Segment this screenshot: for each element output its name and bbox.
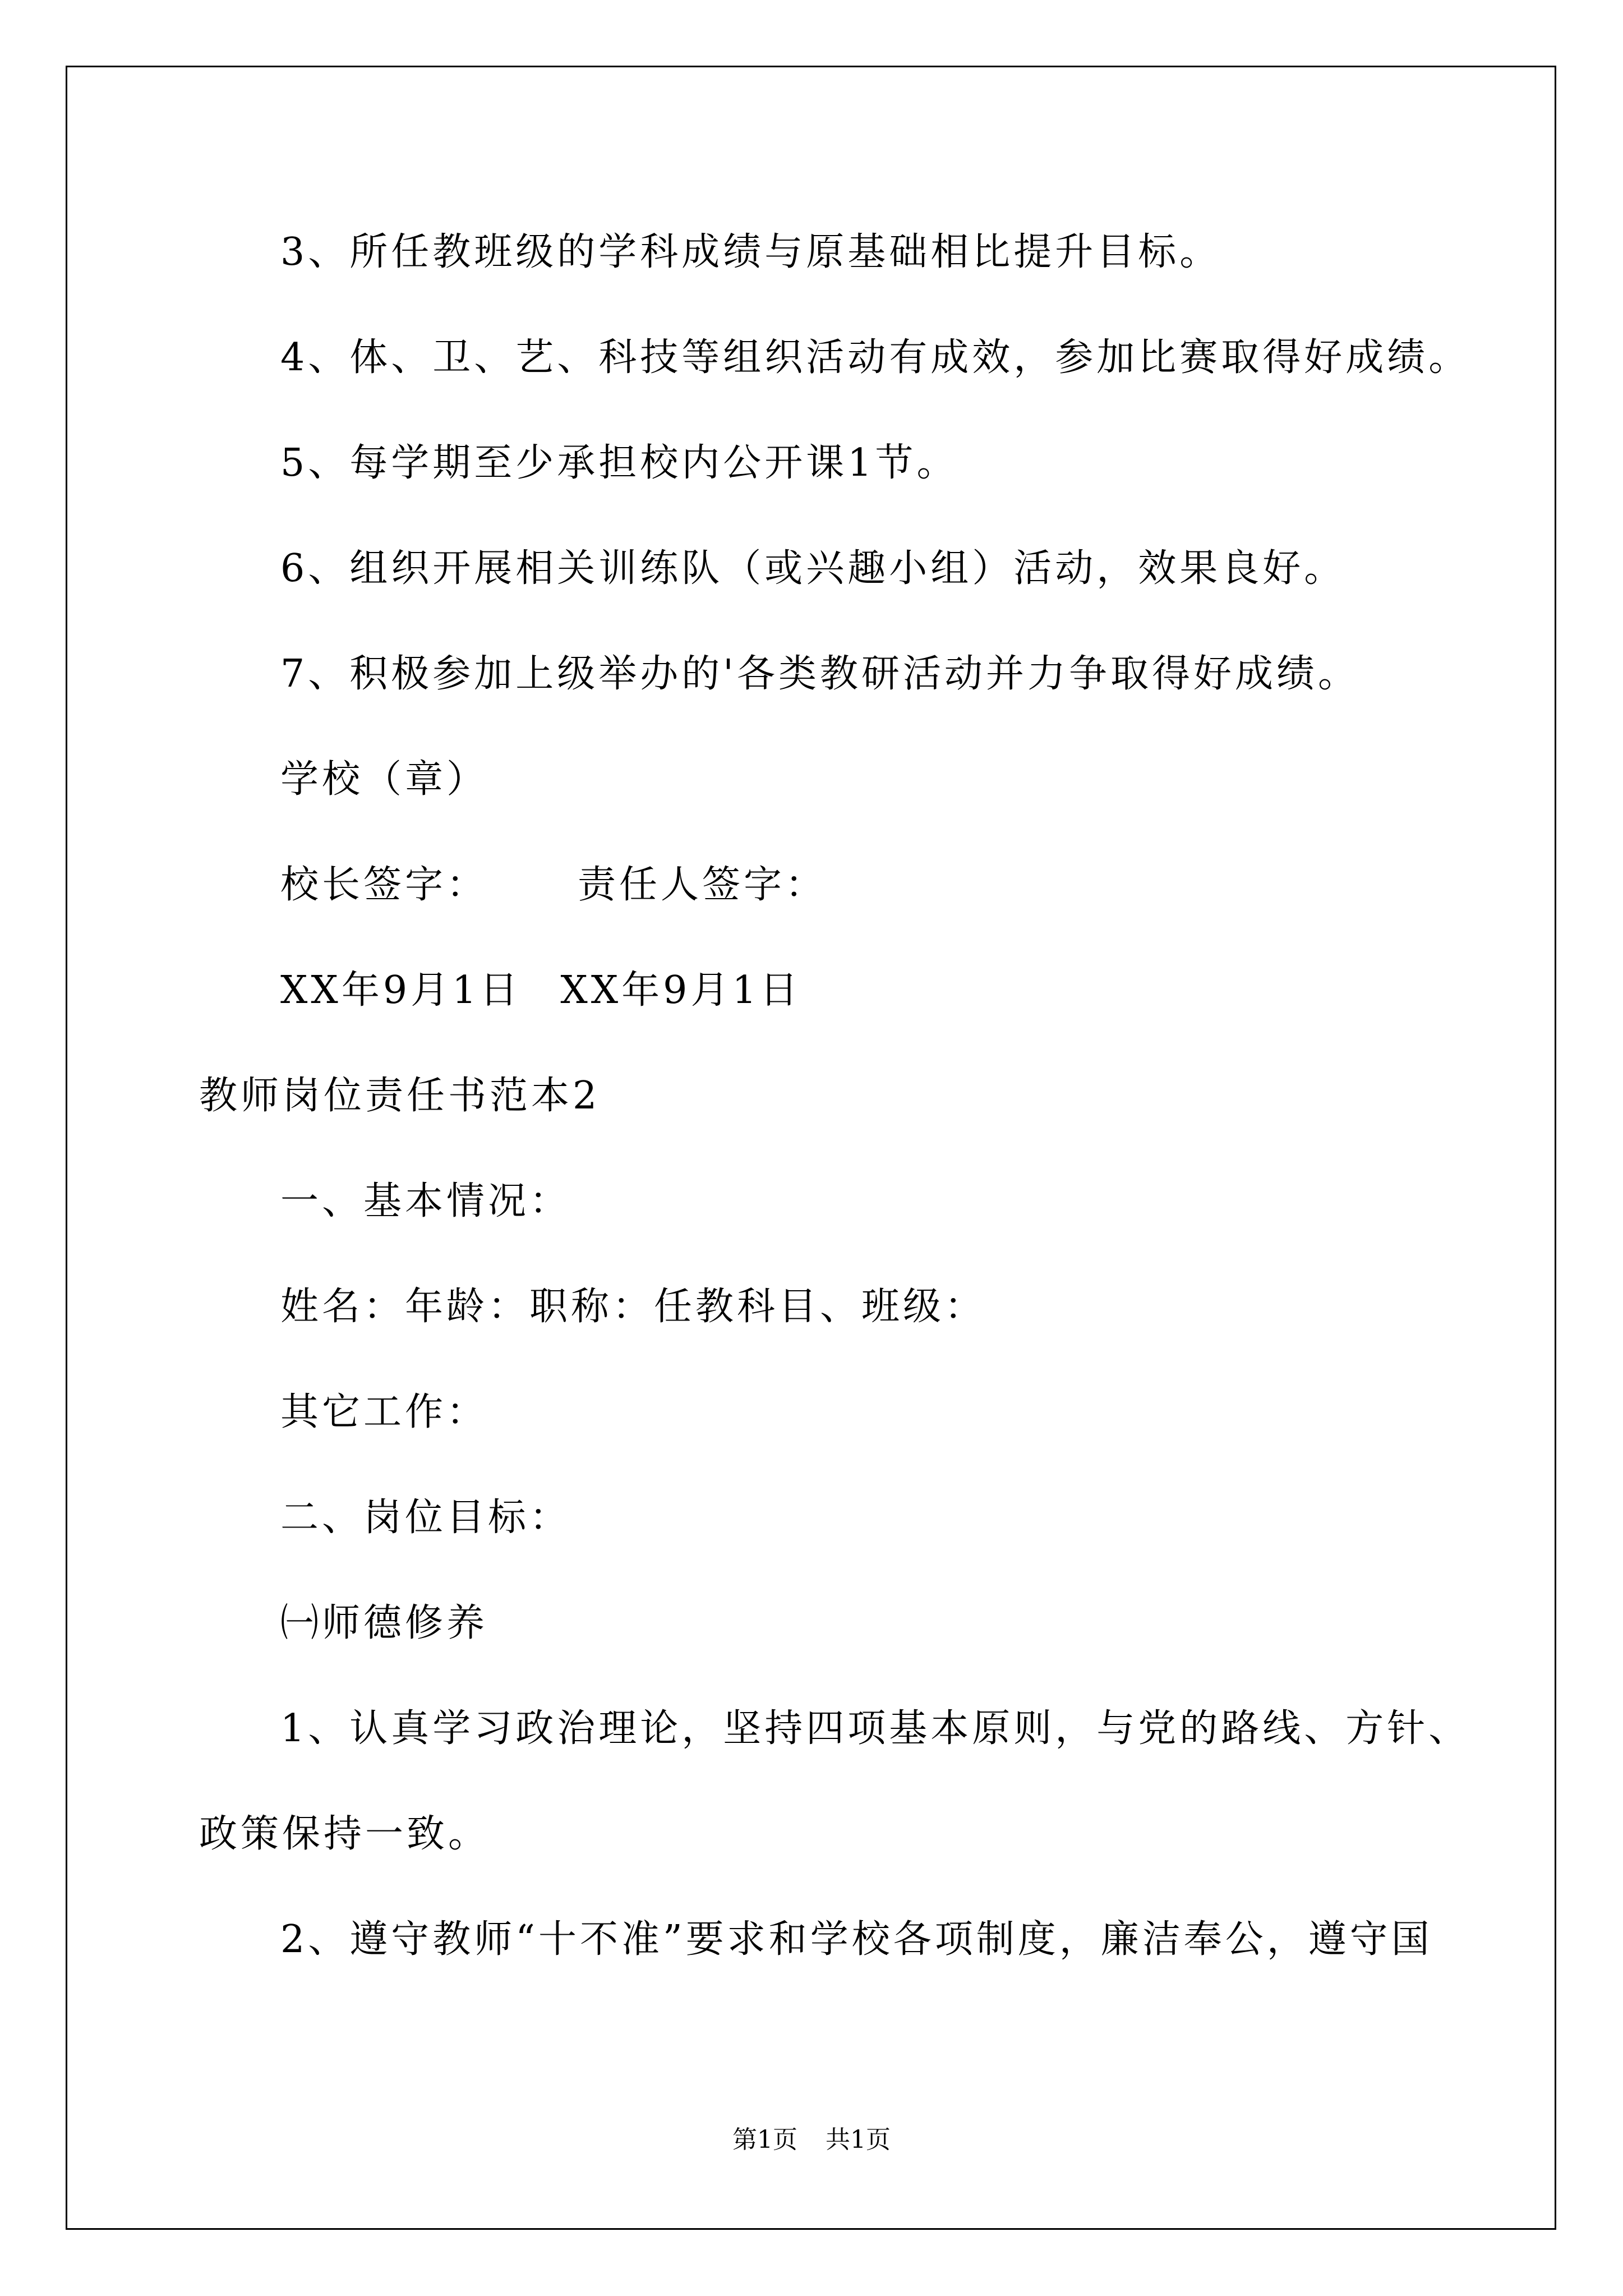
list-item: 7、积极参加上级举办的'各类教研活动并力争取得好成绩。 (280, 652, 1359, 696)
page-border (66, 66, 1556, 2230)
date-right: XX年9月1日 (560, 968, 801, 1013)
basic-fields: 姓名：年龄：职称：任教科目、班级： (280, 1285, 986, 1329)
section-title: 教师岗位责任书范本2 (199, 1074, 601, 1118)
school-seal-label: 学校（章） (280, 757, 488, 802)
page-number: 第1页 (732, 2125, 797, 2154)
basic-heading: 一、基本情况： (280, 1179, 571, 1223)
goals-heading: 二、岗位目标： (280, 1496, 571, 1540)
list-item: 5、每学期至少承担校内公开课1节。 (280, 441, 958, 485)
signature-line (280, 860, 827, 910)
date-left: XX年9月1日 (280, 968, 522, 1013)
responsible-sign-label: 责任人签字： (578, 863, 827, 907)
list-item: 3、所任教班级的学科成绩与原基础相比提升目标。 (280, 230, 1221, 274)
paragraph-line: 1、认真学习政治理论，坚持四项基本原则，与党的路线、方针、 (280, 1706, 1470, 1751)
list-item: 6、组织开展相关训练队（或兴趣小组）活动，效果良好。 (280, 546, 1346, 591)
list-item: 4、体、卫、艺、科技等组织活动有成效，参加比赛取得好成绩。 (280, 335, 1470, 380)
page-footer (0, 2123, 1623, 2157)
ethics-heading: ㈠师德修养 (280, 1601, 488, 1645)
paragraph-line: 2、遵守教师“十不准”要求和学校各项制度，廉洁奉公，遵守国 (280, 1917, 1433, 1962)
principal-sign-label: 校长签字： (280, 863, 488, 907)
date-line (280, 965, 801, 1016)
paragraph-line: 政策保持一致。 (199, 1812, 490, 1856)
other-work-label: 其它工作： (280, 1390, 488, 1434)
page-total: 共1页 (826, 2125, 891, 2154)
